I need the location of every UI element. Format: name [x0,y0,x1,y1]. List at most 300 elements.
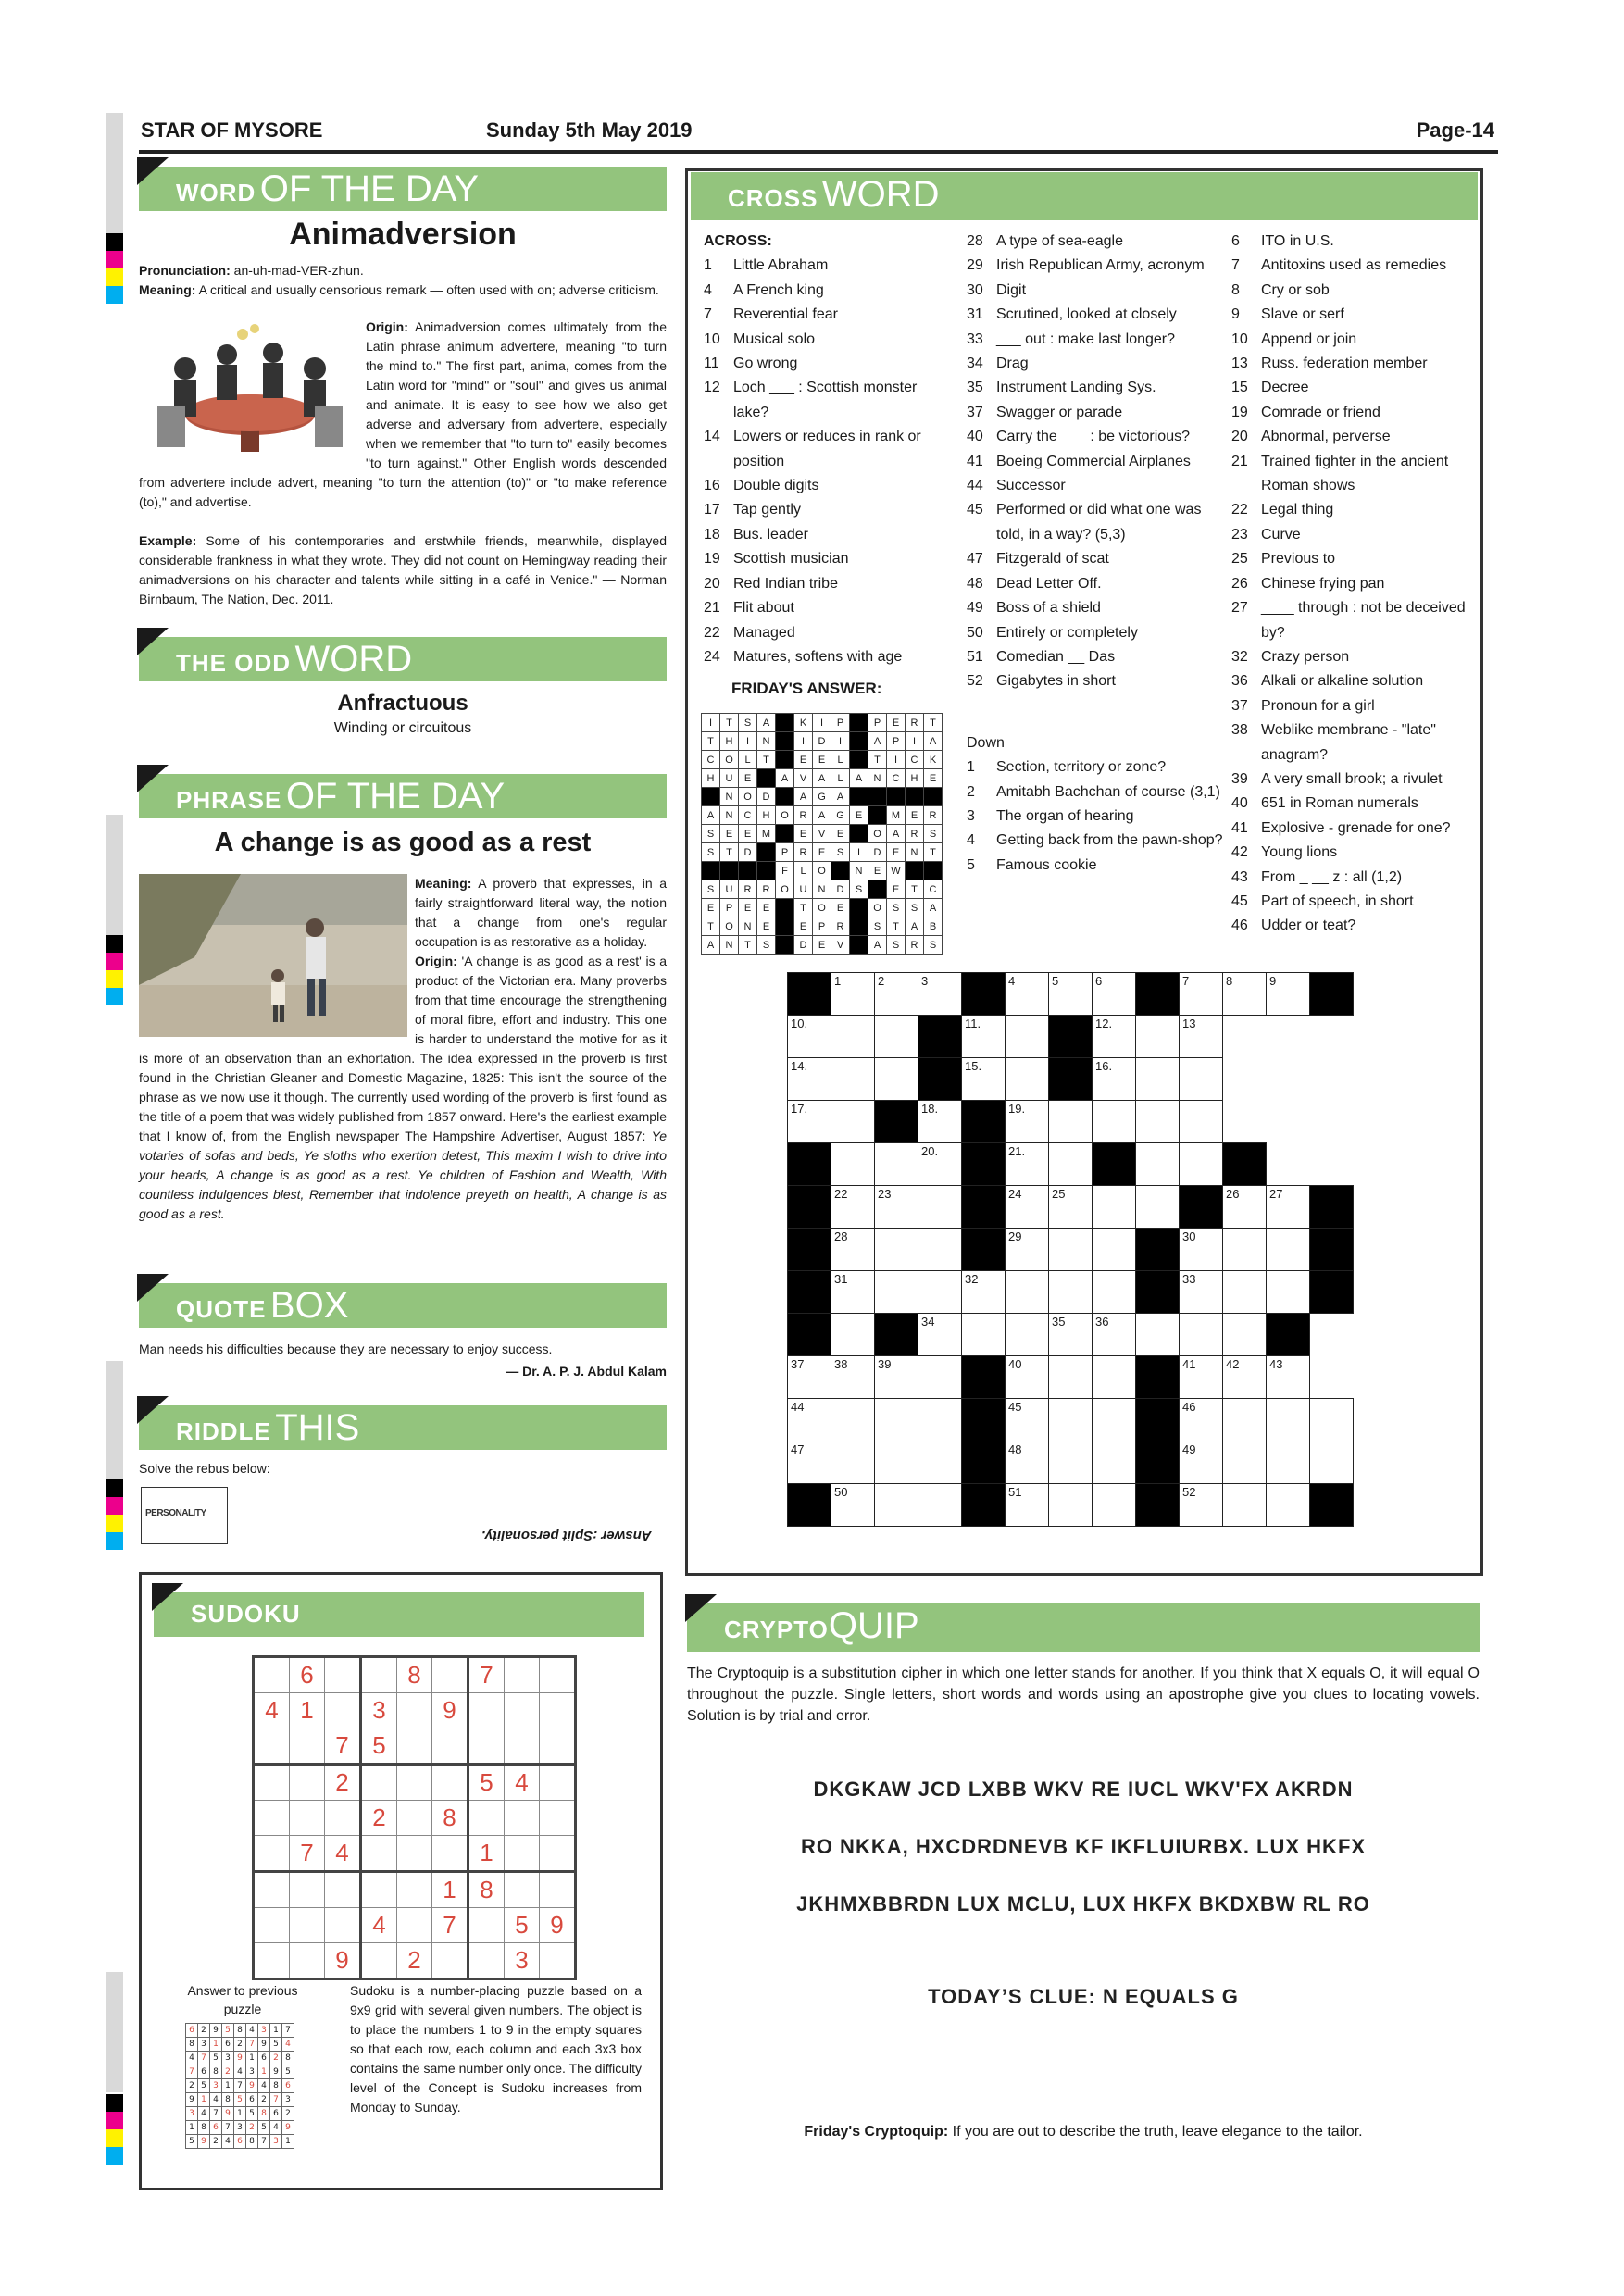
crossword-cell[interactable]: 7 [1180,973,1223,1016]
sudoku-cell[interactable] [397,1836,432,1872]
crossword-cell[interactable] [1049,1356,1093,1399]
sudoku-answer-cell: 9 [222,2107,234,2121]
answer-cell: E [757,899,776,917]
sudoku-cell[interactable] [254,1872,290,1908]
crossword-cell[interactable] [1006,1016,1049,1058]
sudoku-cell[interactable] [254,1801,290,1836]
crossword-cell[interactable]: 8 [1223,973,1267,1016]
crossword-cell[interactable] [875,1399,918,1441]
sudoku-cell[interactable] [361,1836,397,1872]
crossword-cell[interactable] [1267,1229,1310,1271]
across-clue: 48 Dead Letter Off. [967,575,1102,592]
crossword-cell[interactable] [875,1484,918,1527]
crossword-cell[interactable] [831,1016,875,1058]
across-clue: 7 Reverential fear [704,306,838,323]
sudoku-cell[interactable] [254,1765,290,1801]
across-clue: 47 Fitzgerald of scat [967,551,1109,568]
crossword-cell[interactable]: 28 [831,1229,875,1271]
crossword-cell[interactable]: 48 [1006,1441,1049,1484]
sudoku-cell[interactable] [397,1765,432,1801]
crossword-cell[interactable] [875,1058,918,1101]
black-cell [1136,1441,1180,1484]
sudoku-cell[interactable] [254,1836,290,1872]
across-clue: 45 Performed or did what one was told, in a way? (5,3) [967,502,1202,543]
crossword-cell[interactable] [831,1101,875,1143]
word-example: Example: Some of his contemporaries and erstwhile friends, meanwhile, displayed considerable frankness in what they wrote. They did not count on Hemingway reading their animadversions on his character and talents while sitting in a café in Venice." — Norman Birnbaum, The Nation, Dec. 2011. [139,533,667,606]
odd-word-banner: THE ODD WORD [139,637,667,681]
sudoku-answer-cell: 1 [282,2135,294,2149]
crossword-cell[interactable] [1310,1441,1354,1484]
crossword-cell[interactable]: 26 [1223,1186,1267,1229]
down-clue: 3 The organ of hearing [967,807,1134,824]
black-cell [788,1143,831,1186]
crossword-cell[interactable] [1136,1143,1180,1186]
crossword-cell[interactable] [1093,1186,1136,1229]
sudoku-cell[interactable] [290,1801,325,1836]
sudoku-cell[interactable] [505,1728,540,1765]
sudoku-cell[interactable] [397,1728,432,1765]
sudoku-cell[interactable] [540,1872,576,1908]
down-clue: 41 Explosive - grenade for one? [1231,819,1451,836]
crossword-cell[interactable]: 20. [918,1143,962,1186]
crossword-cell[interactable]: 14. [788,1058,831,1101]
crossword-cell[interactable]: 40 [1006,1356,1049,1399]
across-clue: 18 Bus. leader [704,526,808,543]
sudoku-cell[interactable] [505,1836,540,1872]
answer-cell: M [887,806,906,825]
answer-cell: E [887,714,906,732]
crossword-cell[interactable]: 25 [1049,1186,1093,1229]
answer-cell [924,788,943,806]
crossword-cell[interactable] [1136,1186,1180,1229]
crossword-cell[interactable]: 52 [1180,1484,1223,1527]
answer-cell: U [794,880,813,899]
across-clue: 20 Red Indian tribe [704,575,838,592]
sudoku-answer-cell: 8 [246,2135,258,2149]
crossword-cell[interactable]: 11. [962,1016,1006,1058]
across-clue: 19 Scottish musician [704,551,849,568]
crossword-cell[interactable] [831,1314,875,1356]
sudoku-cell[interactable] [468,1943,505,1979]
sudoku-cell[interactable] [325,1908,361,1943]
crossword-cell[interactable] [918,1186,962,1229]
answer-cell: U [720,880,739,899]
crossword-cell[interactable]: 30 [1180,1229,1223,1271]
black-cell [962,1356,1006,1399]
sudoku-cell: 9 [432,1693,468,1728]
answer-cell: E [906,806,924,825]
crossword-cell[interactable] [1180,1143,1223,1186]
sudoku-cell[interactable] [505,1657,540,1693]
crossword-cell[interactable] [1093,1356,1136,1399]
down-clue: 36 Alkali or alkaline solution [1231,673,1424,690]
answer-cell [924,862,943,880]
sudoku-answer-cell: 1 [270,2024,282,2038]
crossword-cell[interactable] [962,1314,1006,1356]
crossword-cell[interactable] [1049,1143,1093,1186]
answer-cell: C [739,806,757,825]
answer-cell [887,788,906,806]
crossword-cell[interactable] [1136,1101,1180,1143]
crossword-cell[interactable] [1093,1484,1136,1527]
crossword-cell[interactable]: 17. [788,1101,831,1143]
crossword-cell[interactable]: 39 [875,1356,918,1399]
cryptoquip-line-1: DKGKAW JCD LXBB WKV RE IUCL WKV'FX AKRDN [813,1778,1354,1801]
issue-date: Sunday 5th May 2019 [486,119,693,142]
sudoku-cell[interactable] [325,1693,361,1728]
answer-cell: I [794,732,813,751]
answer-cell [757,862,776,880]
crossword-cell[interactable] [1223,1399,1267,1441]
answer-cell: M [757,825,776,843]
sudoku-cell[interactable] [468,1728,505,1765]
answer-cell: N [906,843,924,862]
black-cell [1136,1356,1180,1399]
sudoku-cell[interactable] [325,1872,361,1908]
sudoku-cell: 4 [325,1836,361,1872]
crossword-cell[interactable] [1093,1399,1136,1441]
sudoku-cell[interactable] [432,1728,468,1765]
across-clue: 4 A French king [704,281,824,298]
answer-cell: T [924,714,943,732]
down-clue: 8 Cry or sob [1231,281,1330,298]
sudoku-cell[interactable] [540,1728,576,1765]
down-clue: 1 Section, territory or zone? [967,759,1167,776]
answer-cell: F [776,862,794,880]
sudoku-answer-cell: 4 [282,2038,294,2052]
crossword-cell[interactable] [1136,1016,1180,1058]
answer-cell: E [831,899,850,917]
answer-cell: N [850,862,868,880]
sudoku-answer-cell: 6 [222,2038,234,2052]
crossword-cell[interactable] [1223,1484,1267,1527]
down-clue: 4 Getting back from the pawn-shop? [967,832,1223,849]
answer-cell [868,788,887,806]
crossword-cell[interactable]: 6 [1093,973,1136,1016]
crossword-cell[interactable] [1093,1271,1136,1314]
crossword-cell[interactable] [1049,1441,1093,1484]
crossword-cell[interactable] [1267,1441,1310,1484]
crossword-cell[interactable] [918,1441,962,1484]
crossword-cell[interactable] [831,1058,875,1101]
crossword-cell[interactable]: 51 [1006,1484,1049,1527]
crossword-cell[interactable]: 43 [1267,1356,1310,1399]
answer-cell [850,917,868,936]
crossword-cell[interactable]: 13 [1180,1016,1223,1058]
crossword-cell[interactable] [831,1143,875,1186]
sudoku-cell[interactable] [361,1943,397,1979]
crossword-cell[interactable]: 23 [875,1186,918,1229]
word-meaning: Meaning: A critical and usually censorious remark — often used with on; adverse criticism. [139,282,659,297]
sudoku-cell[interactable] [468,1693,505,1728]
sudoku-answer-cell: 3 [186,2107,198,2121]
crossword-cell[interactable]: 15. [962,1058,1006,1101]
riddle-prompt: Solve the rebus below: [139,1461,270,1476]
crossword-cell[interactable]: 27 [1267,1186,1310,1229]
sudoku-cell[interactable] [290,1872,325,1908]
sudoku-cell[interactable] [540,1943,576,1979]
black-cell [1136,1484,1180,1527]
sudoku-cell[interactable] [432,1657,468,1693]
friday-answer-grid [701,713,943,955]
answer-cell [850,714,868,732]
answer-cell [776,917,794,936]
crossword-cell[interactable] [1267,1399,1310,1441]
crossword-cell[interactable] [1006,1314,1049,1356]
answer-cell: A [813,769,831,788]
sudoku-cell[interactable] [540,1765,576,1801]
sudoku-cell[interactable] [361,1872,397,1908]
sudoku-answer-cell: 8 [258,2107,270,2121]
crossword-cell[interactable] [1180,1101,1223,1143]
sudoku-cell[interactable] [290,1728,325,1765]
across-clue: 12 Loch ___ : Scottish monster lake? [704,380,918,420]
black-cell [1136,973,1180,1016]
answer-cell: I [831,732,850,751]
sudoku-answer-cell: 2 [234,2038,246,2052]
rebus-box [141,1487,228,1544]
crossword-cell[interactable] [1223,1441,1267,1484]
sudoku-cell: 8 [468,1872,505,1908]
crossword-cell[interactable] [1006,1271,1049,1314]
rebus-text: PERSONALITY [145,1508,206,1518]
crossword-cell[interactable]: 4 [1006,973,1049,1016]
crossword-cell[interactable]: 24 [1006,1186,1049,1229]
across-clues-2 [967,230,1226,878]
crossword-cell[interactable]: 45 [1006,1399,1049,1441]
crossword-cell[interactable]: 2 [875,973,918,1016]
crossword-cell[interactable]: 10. [788,1016,831,1058]
sudoku-cell[interactable] [254,1728,290,1765]
answer-cell: T [720,843,739,862]
crossword-cell[interactable]: 37 [788,1356,831,1399]
crossword-cell[interactable] [1136,1058,1180,1101]
odd-word-meaning: Winding or circuitous [333,720,472,736]
word-title: Animadversion [289,217,517,252]
sudoku-answer-cell: 5 [270,2038,282,2052]
answer-cell: E [794,917,813,936]
sudoku-cell: 7 [290,1836,325,1872]
answer-cell: A [757,714,776,732]
sudoku-cell[interactable] [397,1801,432,1836]
crossword-cell[interactable]: 18. [918,1101,962,1143]
sudoku-cell[interactable] [505,1872,540,1908]
sudoku-cell[interactable] [540,1836,576,1872]
crossword-cell[interactable] [875,1229,918,1271]
crossword-cell[interactable]: 34 [918,1314,962,1356]
black-cell [1049,1058,1093,1101]
sudoku-cell: 5 [361,1728,397,1765]
cryptoquip-line-3: JKHMXBBRDN LUX MCLU, LUX HKFX BKDXBW RL RO [796,1892,1370,1915]
crossword-cell[interactable] [875,1143,918,1186]
quote-banner: QUOTE BOX [139,1283,667,1328]
sudoku-answer-cell: 9 [234,2052,246,2065]
odd-word: Anfractuous [337,691,468,716]
crossword-cell[interactable] [875,1271,918,1314]
across-clue: 34 Drag [967,356,1029,372]
crossword-cell[interactable] [1093,1229,1136,1271]
sudoku-cell: 9 [540,1908,576,1943]
answer-cell: A [924,732,943,751]
crossword-cell[interactable] [1310,1399,1354,1441]
sudoku-cell[interactable] [432,1836,468,1872]
crossword-cell[interactable]: 49 [1180,1441,1223,1484]
crossword-cell[interactable] [831,1399,875,1441]
crossword-cell[interactable] [1267,1484,1310,1527]
across-clue: 40 Carry the ___ : be victorious? [967,429,1190,445]
sudoku-cell: 3 [361,1693,397,1728]
sudoku-cell[interactable] [361,1765,397,1801]
sudoku-answer-cell: 8 [234,2024,246,2038]
crossword-cell[interactable]: 36 [1093,1314,1136,1356]
answer-cell: E [924,769,943,788]
sudoku-cell[interactable] [468,1908,505,1943]
answer-cell [868,806,887,825]
crossword-cell[interactable]: 46 [1180,1399,1223,1441]
answer-cell [776,732,794,751]
cryptoquip-line-2: RO NKKA, HXCDRDNEVB KF IKFLUIURBX. LUX HKFX [800,1835,1367,1858]
crossword-cell[interactable]: 22 [831,1186,875,1229]
crossword-cell[interactable]: 21. [1006,1143,1049,1186]
across-clue: 49 Boss of a shield [967,600,1101,617]
answer-cell [850,788,868,806]
crossword-cell[interactable] [918,1484,962,1527]
across-clues [704,230,926,669]
crossword-cell[interactable]: 1 [831,973,875,1016]
sudoku-cell[interactable] [540,1801,576,1836]
down-clue: 15 Decree [1231,380,1309,396]
answer-cell [757,769,776,788]
sudoku-cell[interactable] [290,1943,325,1979]
down-clue: 5 Famous cookie [967,856,1097,873]
crossword-cell[interactable] [1049,1229,1093,1271]
answer-cell: E [868,862,887,880]
crossword-cell[interactable] [1006,1058,1049,1101]
crossword-cell[interactable]: 42 [1223,1356,1267,1399]
sudoku-cell[interactable] [397,1872,432,1908]
sudoku-grid [252,1655,577,1980]
crossword-cell[interactable] [1093,1441,1136,1484]
crossword-cell[interactable] [1223,1271,1267,1314]
crossword-cell[interactable] [918,1399,962,1441]
sudoku-cell[interactable] [432,1765,468,1801]
crossword-cell[interactable] [875,1441,918,1484]
sudoku-cell[interactable] [432,1943,468,1979]
black-cell [1093,1143,1136,1186]
across-clue: 16 Double digits [704,478,819,494]
sudoku-answer-cell: 7 [234,2079,246,2093]
answer-cell [868,880,887,899]
sudoku-cell[interactable] [254,1908,290,1943]
crossword-cell[interactable] [918,1229,962,1271]
sudoku-cell[interactable] [325,1657,361,1693]
sudoku-cell[interactable] [468,1801,505,1836]
phrase-banner: PHRASE OF THE DAY [139,774,667,818]
answer-cell [757,843,776,862]
crossword-cell[interactable] [831,1441,875,1484]
crossword-cell[interactable] [918,1356,962,1399]
word-pronunciation: Pronunciation: an-uh-mad-VER-zhun. [139,263,364,278]
sudoku-answer-cell: 9 [210,2024,222,2038]
across-clue: 44 Successor [967,478,1066,494]
sudoku-cell: 1 [290,1693,325,1728]
crossword-cell[interactable] [918,1271,962,1314]
crossword-cell[interactable] [1223,1229,1267,1271]
crossword-cell[interactable]: 33 [1180,1271,1223,1314]
sudoku-cell[interactable] [397,1693,432,1728]
crossword-cell[interactable]: 50 [831,1484,875,1527]
crossword-cell[interactable] [1180,1314,1223,1356]
crossword-cell[interactable] [1223,1314,1267,1356]
sudoku-cell[interactable] [254,1657,290,1693]
sudoku-cell[interactable] [254,1943,290,1979]
crossword-cell[interactable] [1180,1058,1223,1101]
black-cell [962,1441,1006,1484]
crossword-cell[interactable] [1049,1101,1093,1143]
answer-cell: A [868,732,887,751]
crossword-cell[interactable]: 44 [788,1399,831,1441]
answer-cell: P [831,714,850,732]
answer-cell: D [794,936,813,955]
crossword-cell[interactable] [1267,1271,1310,1314]
answer-cell: E [887,843,906,862]
answer-cell: R [739,880,757,899]
sudoku-cell[interactable] [505,1801,540,1836]
sudoku-answer-cell: 3 [198,2038,210,2052]
sudoku-cell[interactable] [540,1693,576,1728]
crossword-cell[interactable]: 41 [1180,1356,1223,1399]
sudoku-answer-cell: 2 [210,2135,222,2149]
crossword-cell[interactable]: 9 [1267,973,1310,1016]
masthead [139,113,1498,154]
down-clue: 40 651 in Roman numerals [1231,795,1418,812]
down-clue: 25 Previous to [1231,551,1336,568]
sudoku-cell[interactable] [290,1765,325,1801]
crossword-cell[interactable]: 12. [1093,1016,1136,1058]
sudoku-cell[interactable] [540,1657,576,1693]
black-cell [918,1016,962,1058]
crossword-cell[interactable] [1049,1399,1093,1441]
crossword-cell[interactable]: 16. [1093,1058,1136,1101]
crossword-cell[interactable]: 32 [962,1271,1006,1314]
down-clue: 32 Crazy person [1231,648,1350,665]
sudoku-answer-cell: 3 [246,2065,258,2079]
crossword-cell[interactable] [1093,1101,1136,1143]
crossword-cell[interactable]: 47 [788,1441,831,1484]
crossword-cell[interactable] [1049,1271,1093,1314]
answer-cell: O [720,917,739,936]
crossword-cell[interactable] [1136,1314,1180,1356]
crossword-cell[interactable]: 29 [1006,1229,1049,1271]
crossword-cell[interactable]: 38 [831,1356,875,1399]
sudoku-cell[interactable] [290,1908,325,1943]
crossword-cell[interactable] [875,1016,918,1058]
crossword-cell[interactable]: 35 [1049,1314,1093,1356]
sudoku-cell[interactable] [361,1657,397,1693]
answer-cell: T [868,751,887,769]
sudoku-cell[interactable] [397,1908,432,1943]
answer-cell [776,936,794,955]
crossword-cell[interactable]: 31 [831,1271,875,1314]
down-clue: 2 Amitabh Bachchan of course (3,1) [967,783,1220,800]
crossword-cell[interactable]: 3 [918,973,962,1016]
sudoku-cell[interactable] [505,1693,540,1728]
crossword-cell[interactable] [1049,1484,1093,1527]
crossword-cell[interactable]: 19. [1006,1101,1049,1143]
grey-margin-bar [106,1361,123,1481]
crossword-cell[interactable]: 5 [1049,973,1093,1016]
sudoku-cell[interactable] [325,1801,361,1836]
